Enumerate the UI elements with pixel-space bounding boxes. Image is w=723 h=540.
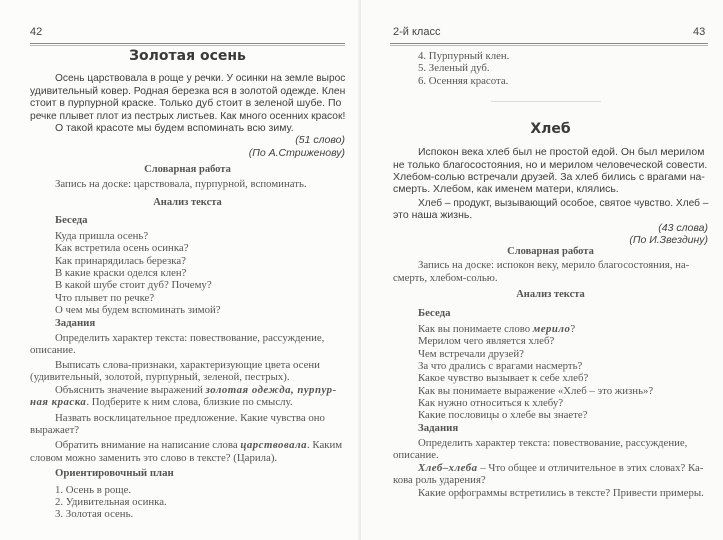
task-line [418,462,708,474]
emphasis: царствовала [240,439,308,451]
question: Какое чувство вызывает к себе хлеб? [418,372,589,384]
vocab-text: Запись на доске: испокон веку, мерило благосостояния, на- [418,259,690,271]
story-title: Золотая осень [129,48,246,64]
header-rule [30,43,345,46]
task-text: . Каким [307,439,343,451]
task-line: словом можно заменить это слово в тексте? (Царила). [30,452,278,464]
plan-item: 5. Зеленый дуб. [418,62,490,74]
emphasis: золотая одежда, пурпур- [205,384,337,396]
source-author: (По И.Звездину) [629,234,708,246]
word-count: (51 слово) [295,134,345,146]
question: Что плывет по речке? [55,292,155,304]
task-line: Назвать восклицательное предложение. Какие чувства оно [55,412,325,424]
plan-heading: Ориентировочный план [55,467,174,479]
emphasis: Хлеб–хлеба [418,462,478,474]
question: За что дрались с врагами насмерть? [418,360,583,372]
question: Как встретила осень осинка? [55,242,189,254]
plan-item: 3. Золотая осень. [55,508,134,520]
left-page [0,0,361,540]
emphasis: мерило [532,323,571,335]
plan-item: 6. Осенняя красота. [418,75,509,87]
story-title: Хлеб [530,121,571,137]
task-text: Объяснить значение выражений [55,384,206,396]
plan-item: 2. Удивительная осинка. [55,496,167,508]
task-line: выражает? [30,424,80,436]
question: Куда пришла осень? [55,230,149,242]
task-line: Определить характер текста: повествование, рассуждение, [418,437,688,449]
task-line: Выписать слова-признаки, характеризующие цвета осени [55,359,320,371]
text-line: стоит в пурпурной краске. Только дуб стоит в зеленой шубе. По [30,97,342,109]
section-divider [491,101,601,102]
vocab-text: Запись на доске: царствовала, пурпурной, вспоминать. [55,178,307,190]
analysis-heading: Анализ текста [516,289,585,300]
text-line: Хлебом-солью встречали друзей. За хлеб бились с врагами на- [393,171,705,183]
task-text: . Подберите к ним слова, близкие по смыслу. [86,396,293,408]
question: Как нужно относиться к хлебу? [418,397,564,409]
question: Какие пословицы о хлебе вы знаете? [418,409,588,421]
running-head: 2-й класс [393,26,441,38]
text-line: удивительный ковер. Родная березка вся в золотой одежде. Клен [30,85,346,97]
word-count: (43 слова) [658,222,708,234]
text-line: это наша жизнь. [393,209,473,221]
emphasis: ная краска [30,396,87,408]
question: В какой шубе стоит дуб? Почему? [55,279,212,291]
tasks-heading: Задания [418,422,459,434]
question: Как принарядилась березка? [55,255,186,267]
plan-item: 1. Осень в роще. [55,484,132,496]
right-page [361,0,723,540]
plan-item: 4. Пурпурный клен. [418,50,510,62]
task-line [30,396,345,408]
task-line [55,384,345,396]
analysis-heading: Анализ текста [153,197,222,208]
task-line: описание. [393,449,439,461]
talk-heading: Беседа [418,307,451,319]
source-author: (По А.Стриженову) [248,147,345,159]
text-line: Хлеб – продукт, вызывающий особое, святое чувство. Хлеб – [418,197,709,209]
question: О чем мы будем вспоминать зимой? [55,304,221,316]
question-text: Как вы понимаете слово [418,323,533,335]
vocab-text: смерть, хлебом-солью. [393,272,498,284]
question: Чем встречали друзей? [418,348,524,360]
task-line [55,439,345,451]
text-line: Осень царствовала в роще у речки. У осинки на земле вырос [55,72,346,84]
header-rule [390,43,708,46]
talk-heading: Беседа [55,214,88,226]
task-line: описание. [30,344,76,356]
vocab-heading: Словарная работа [144,164,231,175]
question-text: ? [570,323,576,335]
question: Мерилом чего является хлеб? [418,335,555,347]
text-line: смерть. Хлебом, как именем матери, клялись. [393,183,619,195]
question [418,323,708,335]
text-line: Испокон века хлеб был не простой едой. Он был мерилом [418,146,705,158]
text-line: не только благосостояния, но и мерилом человеческой совести. [393,159,708,171]
vocab-heading: Словарная работа [507,246,594,257]
task-text: – Что общее и отличительное в этих словах? Ка- [477,462,704,474]
question: Как вы понимаете выражение «Хлеб – это жизнь»? [418,385,654,397]
task-line: (удивительный, золотой, пурпурный, зеленой, пестрых). [30,371,290,383]
task-line: кова роль ударения? [393,474,486,486]
task-line: Какие орфограммы встретились в тексте? Привести примеры. [418,487,704,499]
question: В какие краски оделся клен? [55,267,187,279]
text-line: речке плывет плот из пестрых листьев. Как много осенних красок! [30,110,346,122]
text-line: О такой красоте мы будем вспоминать всю зиму. [55,122,294,134]
task-text: Обратить внимание на написание слова [55,439,241,451]
tasks-heading: Задания [55,317,96,329]
task-line: Определить характер текста: повествование, рассуждение, [55,332,325,344]
page-number: 43 [693,26,706,38]
page-number: 42 [30,26,43,38]
